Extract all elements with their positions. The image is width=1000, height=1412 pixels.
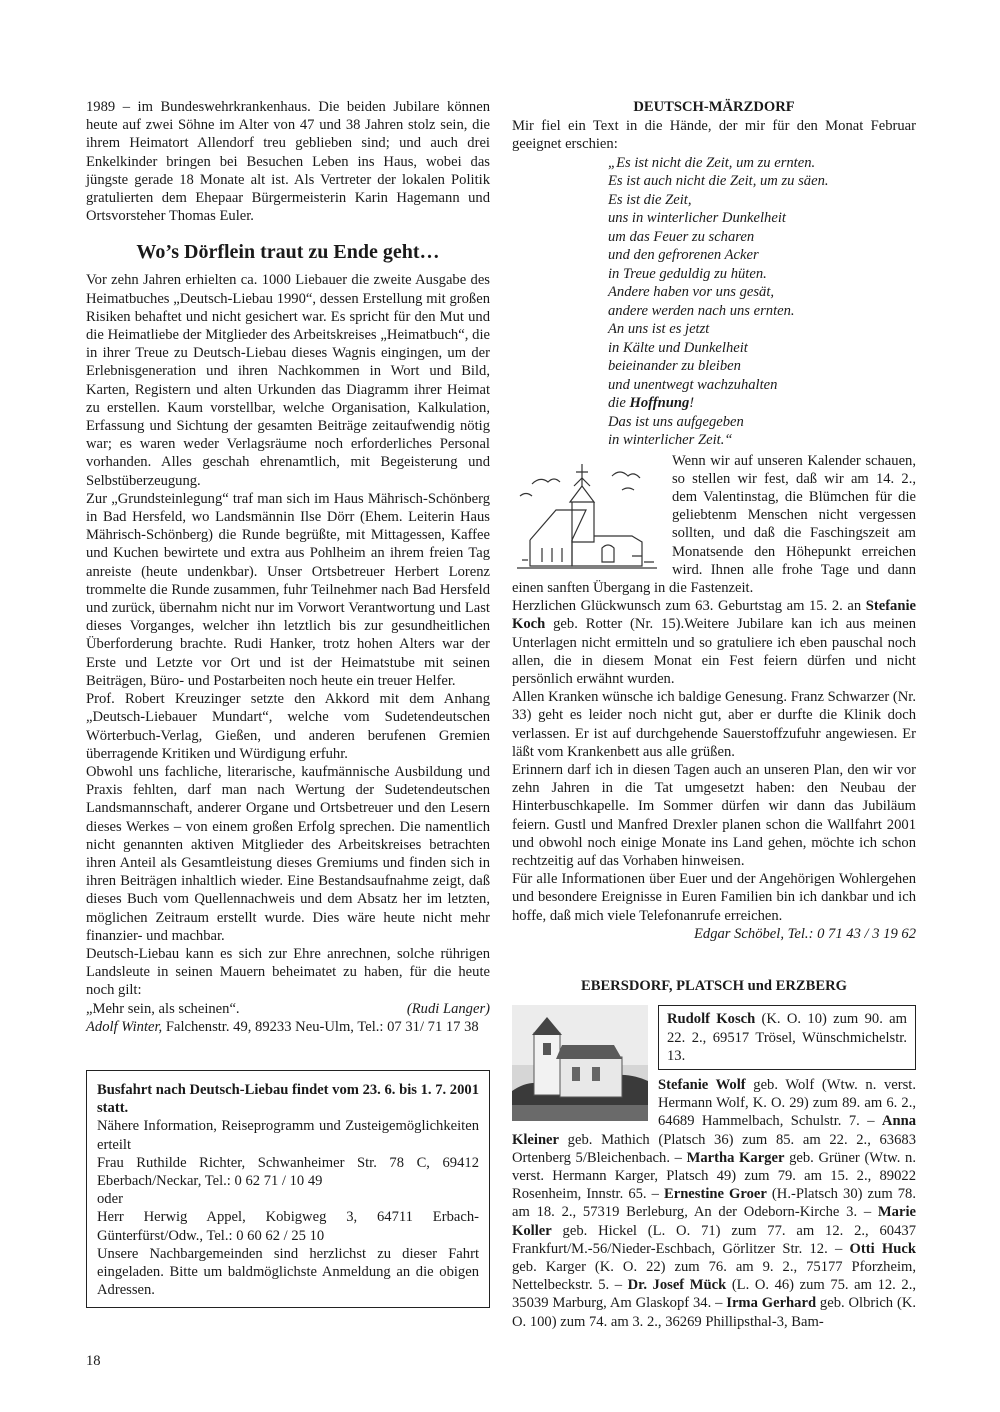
poem-line: in Treue geduldig zu hüten. xyxy=(608,265,767,282)
bus-trip-line-4: Herr Herwig Appel, Kobigweg 3, 64711 Erbach-Günterfürst/Odw., Tel.: 0 60 62 / 25 10 xyxy=(97,1209,479,1244)
maerzdorf-paragraph-4: Erinnern darf ich in diesen Tagen auch an unseren Plan, den wir vor zehn Jahren in die Tat umgesetzt haben: den Neubau der Hinterbuschkapelle. Im Sommer dürfen wir dann das Jubiläum feiern. Gustl und Manfred Drexler planen schon die Wallfahrt 2001 und obwohl noch einige Monate ins Land gehen, möchte ich schon rechtzeitig auf das Vorhaben hinweisen. xyxy=(512,762,916,870)
mueck-details: (L. O. 46) zum 75. am 12. 2., 35039 Marburg, Am Glaskopf 34. – xyxy=(512,1277,916,1312)
article-heading: Wo’s Dörflein traut zu Ende geht… xyxy=(136,241,440,264)
bus-trip-line-5: Unsere Nachbargemeinden sind herzlichst zu dieser Fahrt eingeladen. Bitte um baldmöglichste Anmeldung an die obigen Adressen. xyxy=(97,1245,479,1299)
name-groer: Ernestine Groer xyxy=(663,1186,767,1203)
name-mueck: Dr. Josef Mück xyxy=(627,1277,727,1294)
bus-trip-line-1: Nähere Information, Reiseprogramm und Zusteigemöglichkeiten erteilt xyxy=(97,1118,479,1153)
name-koller: Marie Koller xyxy=(512,1204,916,1239)
section-heading-deutsch-maerzdorf: DEUTSCH-MÄRZDORF xyxy=(633,99,795,115)
huck-details: geb. Karger (K. O. 22) zum 76. am 9. 2., 75177 Pforzheim, Nettelbeckstr. 5. – xyxy=(512,1258,916,1294)
poem-line: Es ist auch nicht die Zeit, um zu säen. xyxy=(608,173,829,190)
quote-text: „Mehr sein, als scheinen“. xyxy=(86,1000,240,1017)
poem-line: beieinander zu bleiben xyxy=(608,358,741,375)
poem-line: „Es ist nicht die Zeit, um zu ernten. xyxy=(608,154,816,171)
church-photo xyxy=(512,1005,648,1121)
article-paragraph-1: Vor zehn Jahren erhielten ca. 1000 Liebauer die zweite Ausgabe des Heimatbuches „Deutsch-Liebau 1990“, dessen Erstellung mit großen Risiken behaftet und nicht gesichert war. Es spricht für den Mut und die Heimatliebe der Mitglieder des Arbeitskreises „Heimatbuch“, die in ihrer Treue zu Deutsch-Liebau dieses Wagnis eingingen, um der Erlebnisgeneration und ihren Nachkommen in Wort und Bild, Karten, Registern und alten Urkunden das Diagramm ihrer Heimat zu erstellen. Kaum vorstellbar, welche Organisation, Kalkulation, Erfassung und Sichtung der gesamten Beiträge zeitaufwendig nötig war; es waren weder Verlagsräume noch erforderliches Personal vorhanden. Alles geschah ehrenamtlich, mit Begeisterung und Selbstüberzeugung. xyxy=(86,272,490,489)
left-column xyxy=(86,98,490,1308)
name-gerhard: Irma Gerhard xyxy=(726,1295,817,1312)
poem-line: und unentwegt wachzuhalten xyxy=(608,376,778,393)
poem-line: Andere haben vor uns gesät, xyxy=(608,284,775,301)
name-kosch: Rudolf Kosch xyxy=(667,1011,756,1028)
signature-tel: Tel.: 0 71 43 / 3 19 62 xyxy=(783,925,916,942)
maerzdorf-signature xyxy=(512,925,916,943)
page-number: 18 xyxy=(86,1353,101,1369)
name-wolf: Stefanie Wolf xyxy=(658,1076,746,1093)
kosch-entry xyxy=(667,1010,907,1065)
chapel-drawing xyxy=(512,456,662,572)
kosch-details: (K. O. 10) zum 90. am 22. 2., 69517 Trösel, Wünschmichelstr. 13. xyxy=(667,1011,907,1064)
gerhard-details: geb. Olbrich (K. O. 100) zum 74. am 3. 2., 36269 Phillipsthal-3, Bam- xyxy=(512,1295,917,1330)
kosch-box xyxy=(658,1005,916,1070)
maerzdorf-paragraph-2 xyxy=(512,597,916,688)
name-karger: Martha Karger xyxy=(686,1149,785,1166)
maerzdorf-paragraph-5: Für alle Informationen über Euer und der Angehörigen Wohlergehen und besondere Ereignisse in Euren Familien bin ich dankbar und ich hoffe, daß mich viele Telefonanrufe erreichen. xyxy=(512,871,916,924)
poem xyxy=(608,154,916,450)
birthday-name-koch: Stefanie Koch xyxy=(512,598,916,633)
poem-line: um das Feuer zu scharen xyxy=(608,228,755,245)
koller-details: geb. Hickel (L. O. 71) zum 77. am 12. 2., 60437 Frankfurt/M.-56/Nieder-Eschbach, Görlitzer Str. 12. – xyxy=(512,1222,916,1257)
maerzdorf-paragraph-1: Wenn wir auf unseren Kalender schauen, so stellen wir fest, daß wir am 14. 2., dem Valentinstag, die Blümchen für die geliebtenm Menschen nicht vergessen sollten, und daß die Faschingszeit am Monatsende den Höhepunkt erreichen wird. Ihnen alle frohe Tage und dann einen sanften Übergang in die Fastenzeit. xyxy=(512,452,916,597)
maerzdorf-intro: Mir fiel ein Text in die Hände, der mir für den Monat Februar geeignet erschien: xyxy=(512,118,916,153)
bus-trip-box xyxy=(86,1070,490,1308)
bus-trip-line-2: Frau Ruthilde Richter, Schwanheimer Str. 78 C, 69412 Eberbach/Neckar, Tel.: 0 62 71 / 10 49 xyxy=(97,1154,479,1189)
right-column xyxy=(512,98,916,1331)
karger-details: geb. Grüner (Wtw. n. verst. Hermann Karger, Platsch 49) zum 79. am 15. 2., 89022 Rosenheim, Innstr. 65. – xyxy=(512,1149,916,1203)
poem-line: Es ist die Zeit, xyxy=(608,191,692,208)
maerzdorf-paragraph-3: Allen Kranken wünsche ich baldige Genesung. Franz Schwarzer (Nr. 33) geht es leider noch nicht gut, aber er durfte die Klinik doch verlassen. Er ist auf durchgehende Sauerstoffzufuhr angewiesen. Er läßt vom Krankenbett aus alle grüßen. xyxy=(512,689,916,760)
poem-fragment: die xyxy=(608,395,630,412)
bus-trip-title: Busfahrt nach Deutsch-Liebau findet vom 23. 6. bis 1. 7. 2001 statt. xyxy=(97,1081,479,1117)
birthday-text-b: geb. Rotter (Nr. 15).Weitere Jubilare kan ich aus meinen Unterlagen nicht ermitteln und so gratuliere ich eben pauschal noch allen, die in diesem Monat ein Fest feiern dürfen und nicht persönlich erwähnt wurden. xyxy=(512,616,916,688)
section-heading-ebersdorf: EBERSDORF, PLATSCH und ERZBERG xyxy=(580,978,847,995)
author-signature xyxy=(86,1018,490,1036)
author-address: Falchenstr. 49, 89233 Neu-Ulm, Tel.: 07 31/ 71 17 38 xyxy=(162,1018,479,1035)
poem-line: in Kälte und Dunkelheit xyxy=(608,339,748,356)
wolf-details: geb. Wolf (Wtw. n. verst. Hermann Wolf, K. O. 29) zum 89. am 6. 2., 64689 Hammelbach, Schulstr. 7. – xyxy=(658,1076,916,1130)
article-paragraph-3: Prof. Robert Kreuzinger setzte den Akkord mit dem Anhang „Deutsch-Liebauer Mundart“, welche vom Sudetendeutschen Wörterbuch-Verlag, Gießen, und anderen berufenen Gremien überragende Kritiken und Würdigung erfuhr. xyxy=(86,691,490,762)
poem-line xyxy=(608,394,916,413)
intro-paragraph: 1989 – im Bundeswehrkrankenhaus. Die beiden Jubilare können heute auf zwei Söhne im Alter von 47 und 38 Jahren stolz sein, die ihrem Heimatort Allendorf treu geblieben sind; und auch drei Enkelkinder bringen bei Besuchen Leben ins Haus, wobei das jüngste gerade 18 Monate alt ist. Als Vertreter der lokalen Politik gratulierten dem Ehepaar Bürgermeisterin Karin Hagemann und Ortsvorsteher Thomas Euler. xyxy=(86,99,490,225)
name-kleiner: Anna Kleiner xyxy=(512,1113,916,1148)
name-huck: Otti Huck xyxy=(849,1240,916,1257)
groer-details: (H.-Platsch 30) zum 78. am 18. 2., 57319 Berleburg, An der Odeborn-Kirche 3. – xyxy=(512,1186,916,1221)
poem-line: Das ist uns aufgegeben xyxy=(608,413,744,430)
poem-line: und den gefrorenen Acker xyxy=(608,247,759,264)
birthday-text-a: Herzlichen Glückwunsch zum 63. Geburtstag am 15. 2. an xyxy=(512,598,866,615)
poem-fragment: ! xyxy=(689,395,695,412)
poem-hoffnung: Hoffnung xyxy=(629,395,690,412)
author-name: Adolf Winter, xyxy=(86,1018,163,1035)
poem-line: uns in winterlicher Dunkelheit xyxy=(608,210,786,227)
quote-author: (Rudi Langer) xyxy=(406,1000,490,1017)
article-paragraph-5: Deutsch-Liebau kann es sich zur Ehre anrechnen, solche rührigen Landsleute in seinen Mauern beheimatet zu haben, für die heute noch gilt: xyxy=(86,945,490,999)
poem-line: An uns ist es jetzt xyxy=(608,321,710,338)
poem-line: andere werden nach uns ernten. xyxy=(608,302,795,319)
article-paragraph-4: Obwohl uns fachliche, literarische, kaufmännische Ausbildung und Praxis fehlten, darf man nach Wertung der Sudetendeutschen Landsmannschaft, anderer Organe und Ortsbetreuer und den Lesern dieses Werkes – von einem großen Erfolg sprechen. Die namentlich nicht genannten aktiven Mitglieder des Arbeitskreises betrachten ihren Anteil als Gesamtleistung dieses Gremiums und finden sich in ihren Beiträgen inhaltlich wieder. Eine Bestandsaufnahme zeigt, daß dieses Buch vom Quellennachweis und dem Absatz her im letzten, möglichen Zeitraum erstellt wurde. Dies wäre heute nicht mehr finanzier- und machbar. xyxy=(86,763,490,944)
bus-trip-line-3: oder xyxy=(97,1191,123,1208)
signature-name: Edgar Schöbel, xyxy=(693,925,784,942)
poem-line: in winterlicher Zeit.“ xyxy=(608,432,733,449)
kleiner-details: geb. Mathich (Platsch 36) zum 85. am 22. 2., 63683 Ortenberg 5/Bleichenbach. – xyxy=(512,1131,916,1166)
quote-line xyxy=(86,1000,490,1018)
article-paragraph-2: Zur „Grundsteinlegung“ traf man sich im Haus Mährisch-Schönberg in Bad Hersfeld, wo Landsmännin Ilse Dörr (Ehem. Leiterin Haus Mährisch-Schönberg) die Runde begrüßte, mit Mittagessen, Kaffee und Kuchen bewirtete und extra aus Pohlheim an ihrem freien Tag anreiste (heute undenkbar). Unser Ortsbetreuer Herbert Lorenz trommelte die Runde zusammen, fuhr Teilnehmer nach Bad Hersfeld und zurück, übernahm nicht nur im Vorwort Verantwortung und Last dieses Vorganges, welcher ihn letztlich bis zur gesundheitlichen Überforderung brachte. Rudi Hanker, trotz hohen Alters war der Erste und Letzte vor Ort und ist der Heimatstube mit seinen Beiträgen, Büro- und Postarbeiten noch heute ein treuer Helfer. xyxy=(86,490,490,689)
